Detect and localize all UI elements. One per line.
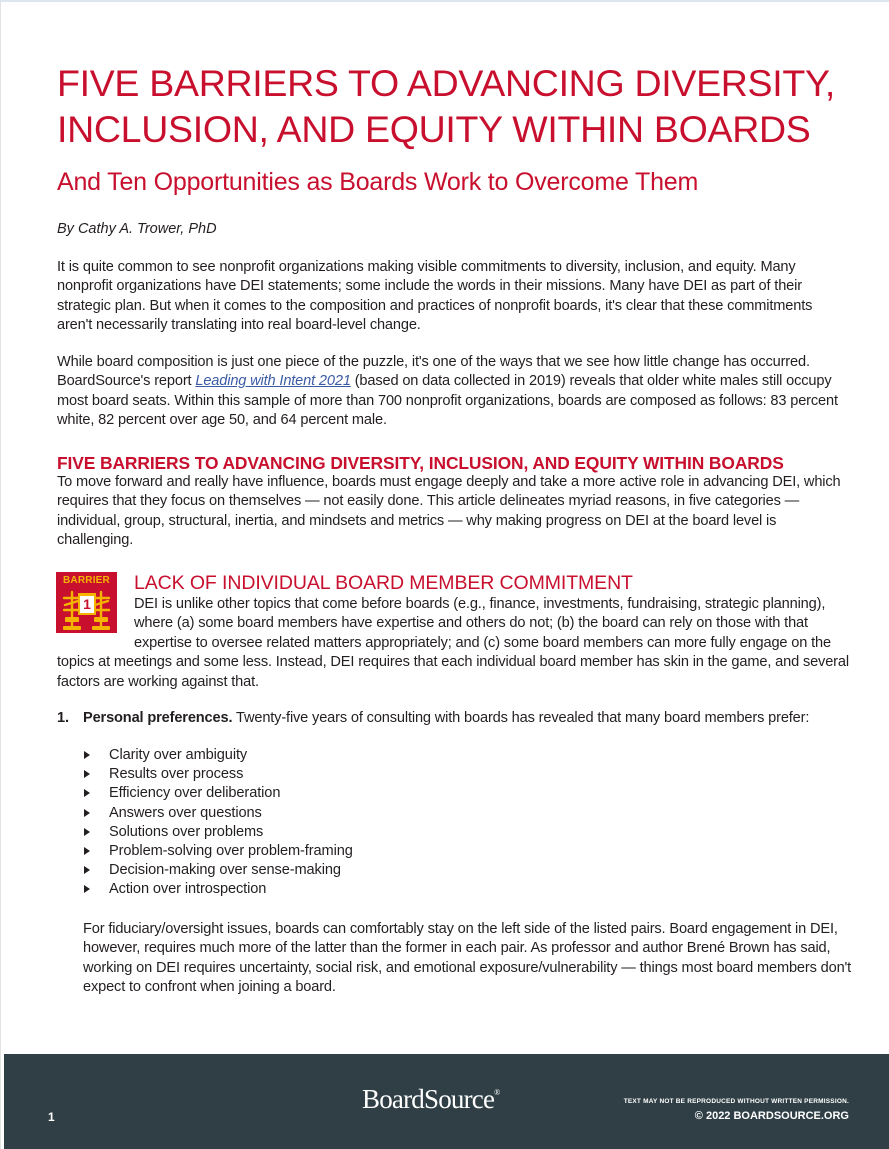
registered-mark: ® — [494, 1088, 500, 1097]
bullet-arrow-icon — [84, 751, 90, 759]
boardsource-logo — [362, 1084, 499, 1115]
reproduction-notice: TEXT MAY NOT BE REPRODUCED WITHOUT WRITTEN PERMISSION. — [623, 1098, 849, 1105]
list-item-text: Problem-solving over problem-framing — [109, 842, 353, 859]
bullet-arrow-icon — [84, 866, 90, 874]
list-item-text: Solutions over problems — [109, 823, 264, 840]
list-item — [83, 842, 353, 861]
list-item-text: Results over process — [109, 766, 244, 783]
list-item — [83, 765, 353, 784]
barrier-heading: LACK OF INDIVIDUAL BOARD MEMBER COMMITMENT — [134, 572, 633, 594]
report-link[interactable]: Leading with Intent 2021 — [195, 373, 351, 390]
section-heading: FIVE BARRIERS TO ADVANCING DIVERSITY, INCLUSION, AND EQUITY WITHIN BOARDS — [57, 453, 784, 473]
barrier-paragraph — [57, 595, 857, 692]
list-item — [83, 861, 353, 880]
list-item-text: Decision-making over sense-making — [109, 862, 341, 879]
item-body — [83, 709, 809, 728]
list-item — [83, 746, 353, 765]
badge-wrap-spacer — [57, 595, 134, 651]
bullet-arrow-icon — [84, 828, 90, 836]
list-item — [83, 823, 353, 842]
item-lead: Personal preferences. — [83, 710, 233, 726]
intro-paragraph-2-end: (based on data collected in 2019) reveals that older white males still occupy most board seats. Within this sample of more than 700 nonprofit organizations, boards are composed as follows: 83 percent white, 82 percent over age 50, and 64 percent male. — [57, 373, 838, 429]
document-subtitle: And Ten Opportunities as Boards Work to Overcome Them — [57, 168, 699, 196]
badge-label: BARRIER — [63, 575, 110, 586]
list-item-text: Efficiency over deliberation — [109, 785, 281, 802]
badge-number: 1 — [80, 596, 94, 613]
intro-paragraph-1: It is quite common to see nonprofit organizations making visible commitments to diversity, inclusion, and equity. Many nonprofit organizations have DEI statements; some include the words in their missions. Many have DEI as part of their strategic plan. But when it comes to the composition and practices of nonprofit boards, it's clear that these commitments aren't necessarily translating into real board-level change. — [57, 259, 813, 334]
copyright-text: © 2022 BOARDSOURCE.ORG — [694, 1110, 849, 1122]
document-title: FIVE BARRIERS TO ADVANCING DIVERSITY, INCLUSION, AND EQUITY WITHIN BOARDS — [57, 62, 835, 150]
list-item-text: Action over introspection — [109, 881, 267, 898]
page-footer — [4, 1054, 889, 1149]
item-text: Twenty-five years of consulting with boards has revealed that many board members prefer: — [232, 710, 810, 726]
bullet-arrow-icon — [84, 885, 90, 893]
intro-paragraph-2-start: While board composition is just one piece of the puzzle, it's one of the ways that we see how little change has occurred. BoardSource's report — [57, 354, 810, 390]
list-item — [83, 784, 353, 803]
intro-paragraph-2 — [57, 353, 847, 431]
logo-wordmark: BoardSource — [362, 1084, 495, 1114]
list-item — [83, 804, 353, 823]
list-item — [83, 880, 353, 899]
bullet-arrow-icon — [84, 847, 90, 855]
item-number: 1. — [57, 710, 69, 726]
section-paragraph: To move forward and really have influence, boards must engage deeply and take a more active role in advancing DEI, which requires that they focus on themselves — not easily done. This article delineates myriad reasons, in five categories — individual, group, structural, inertia, and mindsets and metrics — why making progress on DEI at the board level is challenging. — [57, 474, 841, 549]
page-number: 1 — [48, 1110, 55, 1124]
list-item-text: Answers over questions — [109, 804, 262, 821]
author-byline: By Cathy A. Trower, PhD — [57, 221, 217, 237]
bullet-arrow-icon — [84, 809, 90, 817]
bullet-arrow-icon — [84, 789, 90, 797]
bullet-arrow-icon — [84, 770, 90, 778]
preferences-list — [83, 746, 353, 900]
barrier-paragraph-text: DEI is unlike other topics that come before boards (e.g., finance, investments, fundraising, strategic planning), where (a) some board members have expertise and others do not; (b) the board can rely on those with that expertise to oversee related matters appropriately; and (c) some board members can more fully engage on the topics at meetings and some less. Instead, DEI requires that each individual board member has skin in the game, and several factors are working against that. — [57, 596, 849, 690]
list-item-text: Clarity over ambiguity — [109, 747, 248, 763]
closing-paragraph: For fiduciary/oversight issues, boards can comfortably stay on the left side of the listed pairs. Board engagement in DEI, however, requires much more of the latter than the former in each pair. As professor and author Brené Brown has said, working on DEI requires uncertainty, social risk, and emotional exposure/vulnerability — things most board members don't expect to confront when joining a board. — [83, 921, 852, 996]
